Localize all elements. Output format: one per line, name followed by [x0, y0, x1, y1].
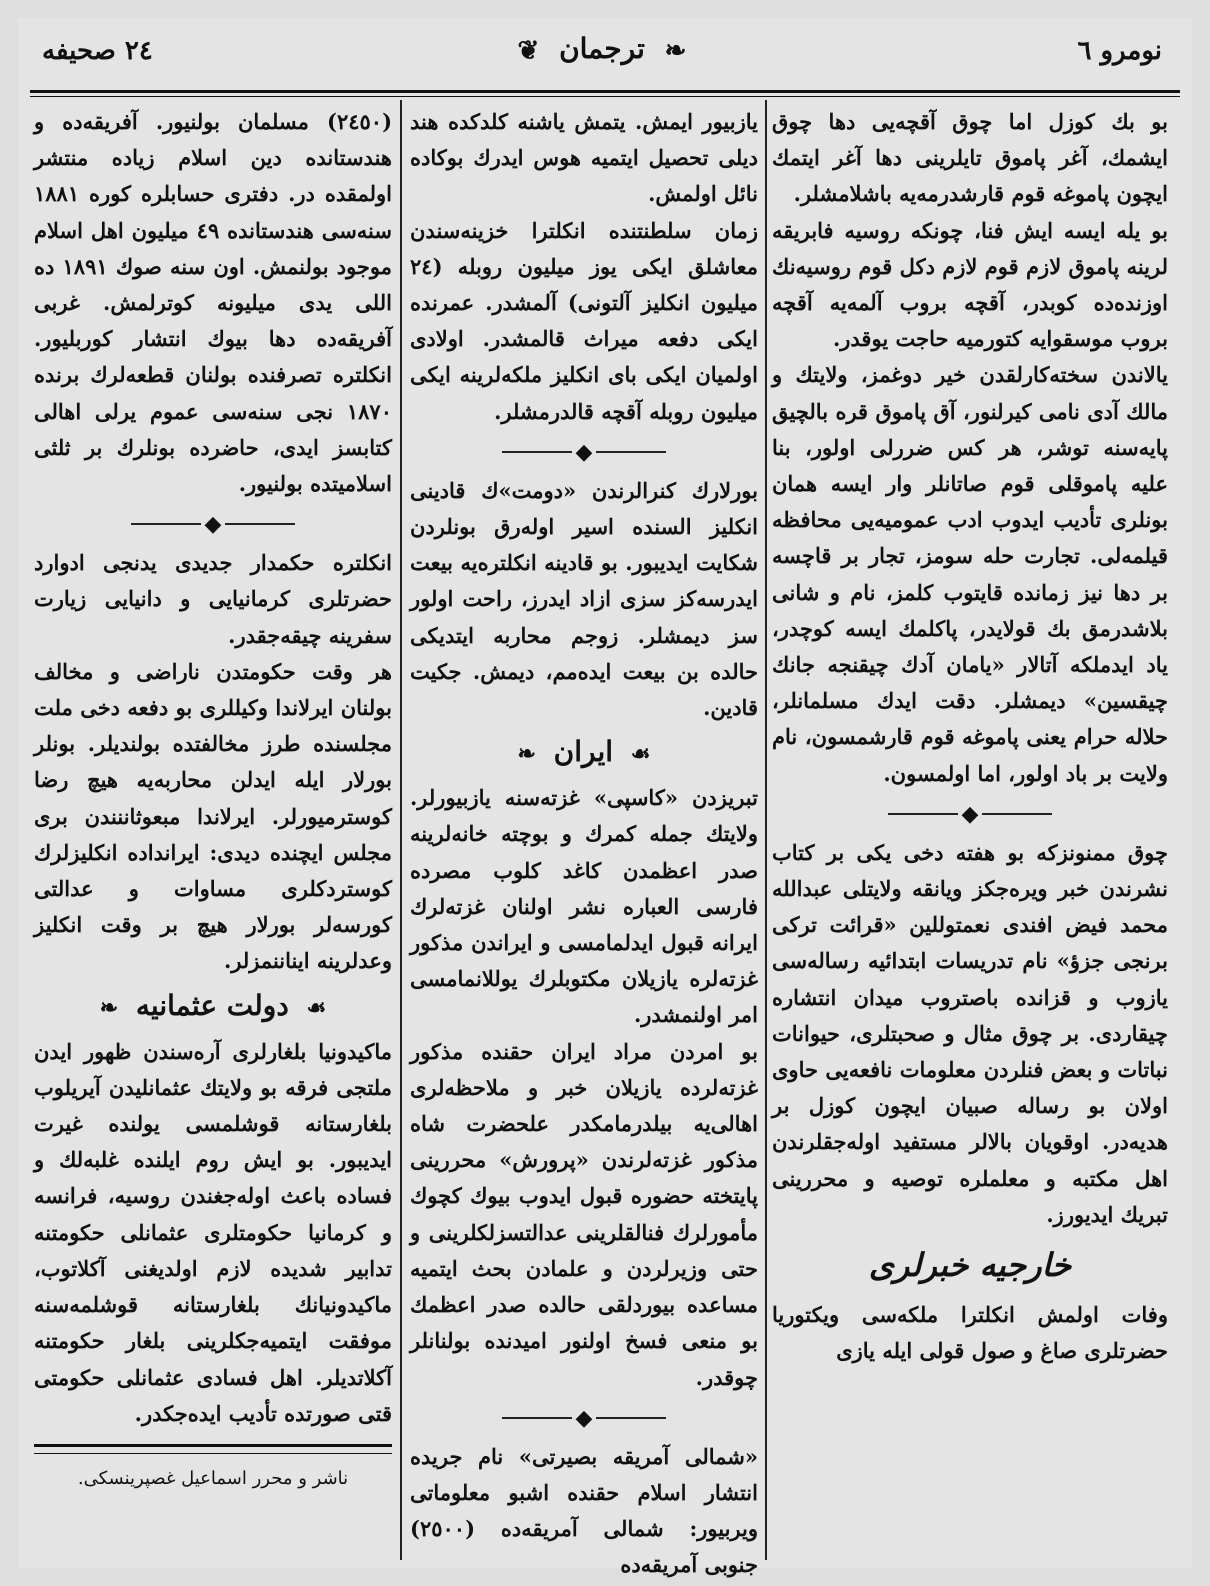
- newspaper-title: ترجمان: [559, 32, 645, 65]
- article-paragraph: تبريزدن «كاسپى» غزته‌سنه يازبيورلر. ولايتك جمله كمرك و بوچته خانه‌لرينه صدر اعظمدن كاغد كلوب مصرده فارسى العباره نشر اولنان غزته‌لرك ايرانه قبول ايدلمامسى و ايراندن مذكور غزته‌لره يازيلان مكتوبلرك يوللانمامسى امر اولنمشدر.: [410, 785, 758, 1028]
- article-paragraph: ماكيدونيا بلغارلرى آره‌سندن ظهور ايدن ملتجى فرقه بو ولايتك عثمانليدن آيريلوب بلغارستانه قوشلمسى يولنده غيرت ايديبور. بو ايش روم ايلنده غلبه‌لك و فساده باعث اوله‌جغندن روسيه، فرانسه و كرمانيا حكومتلرى عثمانلى حكومتنه تدابير شديده لازم اولديغنى آكلاتوب، ماكيدونيانك بلغارستانه قوشلمه‌سنه موفقت ايتميه‌جكلرينى بلغار حكومتنه آكلاتديلر. اهل فسادى عثمانلى حكومتى قتى صورتده تأديب ايده‌جكدر.: [34, 1038, 392, 1426]
- page-number: ٢٤ صحيفه: [42, 36, 153, 66]
- article-paragraph: يازبيور ايمش. يتمش ياشنه كلدكده هند ديلى تحصيل ايتميه هوس ايدرك بوكاده نائل اولمش.: [410, 109, 758, 207]
- issue-number: نومرو ٦: [1077, 36, 1162, 66]
- foreign-news-heading: خارجيه خبرلرى: [868, 1246, 1072, 1285]
- publisher-credit: ناشر و محرر اسماعيل غصپرينسكى.: [77, 1467, 349, 1489]
- article-paragraph: بو يله ايسه ايش فنا، چونكه روسيه فابريقه لرينه پاموق لازم قوم لازم دكل قوم روسيه‌نك اوزنده‌ده كوبدر، آقچه بروب آلمه‌يه آقچه بروب موسقوايه كتورميه حاجت يوقدر.: [772, 217, 1168, 352]
- page-header: [22, 24, 1182, 84]
- section-ornament-icon: ❧: [517, 741, 536, 768]
- article-paragraph: هر وقت حكومتدن ناراضى و مخالف بولنان ايرلاندا وكيللرى بو دفعه دخى ملت مجلسنده طرز مخالفتده بولنديلر. بونلر بورلار ايله ايدلن محاربه‌يه هيچ رضا كوسترميورلر. ايرلاندا مبعوثاننندن برى مجلس ايچنده ديدى: ايرانداده انكليزلرك كوستردكلرى مساوات و عدالتى كورسه‌لر بورلار هيچ بر وقت انكليز وعدلرينه ايناننمزلر.: [34, 658, 392, 974]
- header-rule: [30, 90, 1180, 93]
- section-ornament-icon: ❧: [99, 994, 119, 1021]
- column-divider-left: [400, 100, 402, 1560]
- section-ornament-icon: ☙: [630, 741, 651, 768]
- right-column: [772, 104, 1168, 1370]
- separator: [34, 508, 392, 539]
- article-paragraph: وفات اولمش انكلترا ملكه‌سى ويكتوريا حضرتلرى صاغ و صول قولى ايله يازى: [772, 1302, 1168, 1364]
- separator: [772, 798, 1168, 829]
- column-divider-right: [765, 100, 767, 1560]
- article-paragraph: بو امردن مراد ايران حقنده مذكور غزته‌لرده يازيلان خبر و ملاحظه‌لرى اهالى‌يه بيلدرمامكدر علحضرت شاه مذكور غزته‌لرندن «پرورش» محررينى پايتخته حضوره قبول ايدوب بيوك كچوك مأمورلرك فنالقلرينى عدالتسزلكلرينى و حتى وزيرلردن و علمادن بحث ايتميه مساعده بيوردلقى حالده صدر اعظمك بو منعى فسخ اولنور اميدنده بولنانلر چوقدر.: [410, 1038, 758, 1390]
- diamond-icon: ◆: [961, 800, 979, 827]
- article-paragraph: انكلتره حكمدار جديدى يدنجى ادوارد حضرتلرى كرمانيايى و دانيايى زيارت سفرينه چيقه‌جقدر.: [34, 550, 392, 648]
- article-paragraph: «شمالى آمريقه بصيرتى» نام جريده انتشار اسلام حقنده اشبو معلوماتى ويربيور: شمالى آمريقه‌ده (٢٥٠٠) جنوبى آمريقه‌ده: [410, 1443, 758, 1578]
- masthead-ornament-right-icon: ❧: [664, 35, 687, 66]
- article-paragraph: بورلارك كنرالرندن «دومت»ك قادينى انكليز السنده اسير اوله‌رق بونلردن شكايت ايديبور. بو قادينه انكلتره‌يه بيعت ايدرسه‌كز سزى ازاد ايدرز، راحت اولور سز ديمشلر. زوجم محاربه ايتديكى حالده بن بيعت ايده‌مم، ديمش. جكيت قادين.: [410, 477, 758, 721]
- article-paragraph: (٢٤٥٠) مسلمان بولنيور. آفريقه‌ده و هندستانده دين اسلام زياده منتشر اولمقده در. دفترى حسابلره كوره ١٨٨١ سنه‌سى هندستانده ٤٩ ميليون اهل اسلام موجود بولنمش. اون سنه صوك ١٨٩١ ده اللى يدى ميليونه كوترلمش. غربى آفريقه‌ده دها بيوك انتشار كوربليور. انكلتره تصرفنده بولنان قطعه‌لرك برنده ١٨٧٠ نجى سنه‌سى عموم يرلى اهالى كتابسز ايدى، حاضرده بونلرك بر ثلثى اسلاميتده بولنيور.: [34, 109, 392, 497]
- iran-section-heading: [410, 730, 758, 776]
- footer-rule-thin: [34, 1453, 392, 1454]
- diamond-icon: ◆: [575, 438, 593, 465]
- separator: [410, 1402, 758, 1433]
- masthead: [22, 32, 1182, 66]
- article-paragraph: يالاندن سخته‌كارلقدن خير دوغمز، ولايتك و مالك آدى نامى كيرلنور، آق پاموق قره بالچيق پايه‌سنه توشر، هر كس ضررلى اولور، بنا عليه پاموقلى قوم صاتانلر وار ايسه همان بونلرى تأديب ايدوب ادب عموميه‌يى محافظه قيلمه‌لى. تجارت حله سومز، تجار بر قاچسه بر دها نيز زمانده قايتوب كلمز، نام و شانى بلاشدرمق بك قولايدر، پاكلمك ايسه كوچدر، ياد ايدملكه آتالار «يامان آدك چيقنجه جانك چيقسين» ديمشلر. دقت ايدك مسلمانلر، حلاله حرام يعنى پاموغه قوم قارشمسون، نام ولايت بر باد اولور، اما اولمسون.: [772, 362, 1168, 786]
- section-title: دولت عثمانيه: [135, 988, 289, 1022]
- article-paragraph: زمان سلطنتنده انكلترا خزينه‌سندن معاشلق ايكى يوز ميليون روبله (٢٤ ميليون انكليز آلتونى) آلمشدر. عمرنده ايكى دفعه ميراث قالمشدر. اولادى اولميان ايكى باى انكليز ملكه‌لرينه ايكى ميليون روبله آقچه قالدرمشلر.: [410, 217, 758, 424]
- footer-rule: [34, 1444, 392, 1447]
- diamond-icon: ◆: [575, 1404, 593, 1431]
- middle-column: [410, 104, 758, 1584]
- masthead-ornament-left-icon: ❦: [517, 35, 540, 66]
- article-paragraph: بو بك كوزل اما چوق آقچه‌يى دها چوق ايشمك، آغر پاموق تايلرينى دها آغر ايتمك ايچون پاموغه قوم قارشدرمه‌يه باشلامشلر.: [772, 109, 1168, 207]
- ottoman-section-heading: [34, 984, 392, 1030]
- left-column: [34, 104, 392, 1494]
- header-rule-thin: [30, 96, 1180, 97]
- section-ornament-icon: ☙: [306, 994, 327, 1021]
- separator: [410, 436, 758, 467]
- section-title: ايران: [553, 735, 614, 769]
- diamond-icon: ◆: [204, 511, 222, 538]
- article-paragraph: چوق ممنونزكه بو هفته دخى يكى بر كتاب نشرندن خبر ويره‌جكز ويانقه ولايتلى عبدالله محمد فيض افندى نعمتوللين «قرائت تركى برنجى جزؤ» نام تدريسات ابتدائيه رساله‌سى يازوب و قزانده باصتروب ميدان انتشاره چيقاردى. بر چوق مثال و صحبتلرى، حيوانات نباتات و بعض فنلردن معلومات نافعه‌يى حاوى اولان بو رساله صبيان ايچون كوزل بر هديه‌در. اوقويان بالالر مستفيد اوله‌جقلرندن اهل مكتبه و معلملره توصيه و محررينى تبريك ايديورز.: [772, 839, 1168, 1227]
